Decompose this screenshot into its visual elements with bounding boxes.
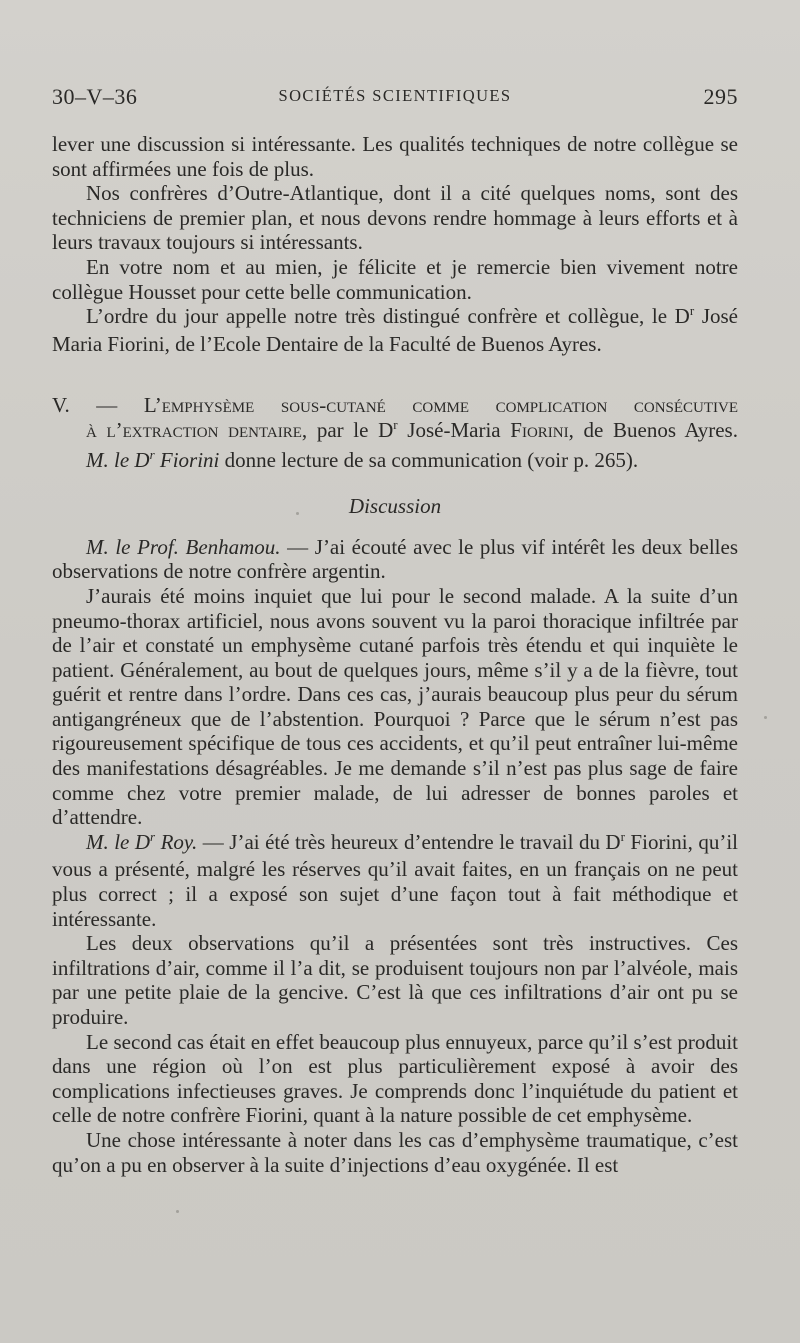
superscript: r	[620, 828, 625, 844]
roy-paragraph-2: Les deux observations qu’il a présentées sont très instructives. Ces infiltrations d’air, comme il l’a dit, se produisent toujours non par l’alvéole, mais par une petite plaie de la gencive. C’est là que ces infiltrations d’air ont pu se produire.	[52, 931, 738, 1029]
page-body	[52, 132, 738, 1177]
section-number: V.	[52, 393, 70, 418]
superscript: r	[689, 303, 695, 319]
section-par-le: par le D	[307, 417, 394, 442]
section-heading-line-2	[52, 418, 738, 446]
roy-paragraph-4: Une chose intéressante à noter dans les cas d’emphysème traumatique, c’est qu’on a pu en observer à la suite d’injections d’eau oxygénée. Il est	[52, 1127, 738, 1177]
paragraph: lever une discussion si intéressante. Les qualités techniques de notre collègue se sont affirmées une fois de plus.	[52, 132, 738, 181]
superscript: r	[149, 446, 155, 462]
speaker-fiorini: M. le D	[86, 447, 150, 472]
section-title-line-1: L’emphysème sous-cutané comme complication consécutive	[143, 393, 739, 418]
section-dash: —	[96, 393, 118, 418]
header-date: 30–V–36	[52, 84, 138, 109]
paper-speck	[176, 1210, 179, 1213]
paragraph: Nos confrères d’Outre-Atlantique, dont il a cité quelques noms, sont des techniciens de premier plan, et nous devons rendre hommage à leurs efforts et à leurs travaux toujours si intéressants.	[52, 181, 738, 255]
paragraph-order-of-day	[52, 304, 738, 356]
section-author-last: Fiorini	[510, 417, 569, 442]
section-heading	[52, 393, 738, 445]
benhamou-paragraph-2: J’aurais été moins inquiet que lui pour le second malade. A la suite d’un pneumo-thorax artificiel, nous avons souvent vu la paroi thoracique infiltrée par de l’air et constaté un emphysème cutané parfois très étendu et qui inquiète le patient. Généralement, au bout de quelques jours, même s’il y a de la fièvre, tout guérit et rentre dans l’ordre. Dans ces cas, j’aurais beaucoup plus peur du sérum antigangréneux que de l’abstention. Pourquoi ? Parce que le sérum n’est pas rigoureusement spécifique de tous ces accidents, et qu’il peut entraîner lui-même des manifestations désagréables. Je me demande s’il n’est pas plus sage de faire comme chez votre premier malade, de lui adresser de bonnes paroles et d’attendre.	[52, 583, 738, 830]
section-heading-line-1	[52, 393, 738, 418]
roy-text-after: Fiorini, qu’il vous a présenté, malgré les réserves qu’il avait faites, en un français on ne peut plus correct ; il a exposé son sujet d’une façon tout à fait méthodique et intéressante.	[52, 829, 738, 931]
roy-paragraph	[52, 830, 738, 931]
section-place: , de Buenos Ayres.	[568, 417, 738, 442]
section-author-first: José-Maria	[397, 417, 511, 442]
benhamou-paragraph	[52, 535, 738, 584]
speaker-roy-name: Roy.	[155, 829, 198, 854]
speaker-roy: M. le D	[86, 829, 151, 854]
benhamou-text: J’ai écouté avec le plus vif intérêt les deux belles observations de notre confrère argentin.	[52, 534, 738, 584]
em-dash: —	[197, 829, 230, 854]
superscript: r	[150, 828, 156, 844]
order-text-before: L’ordre du jour appelle notre très distingué confrère et collègue, le D	[86, 304, 690, 329]
roy-paragraph-3: Le second cas était en effet beaucoup plus ennuyeux, parce qu’il s’est produit dans une région où l’on est plus particulièrement exposé à avoir des complications infectieuses graves. Je comprends donc l’inquiétude du patient et celle de notre confrère Fiorini, quant à la nature possible de cet emphysème.	[52, 1029, 738, 1128]
discussion-title: Discussion	[348, 494, 442, 519]
page-number: 295	[703, 84, 738, 109]
header-section-title: SOCIÉTÉS SCIENTIFIQUES	[278, 86, 512, 105]
reading-line	[52, 448, 738, 476]
running-header	[52, 84, 738, 114]
section-title-line-2: à l’extraction dentaire,	[86, 417, 308, 442]
paper-speck	[764, 716, 767, 719]
superscript: r	[393, 416, 398, 432]
speaker-benhamou: M. le Prof. Benhamou.	[86, 534, 281, 559]
speaker-fiorini-name: Fiorini	[154, 447, 220, 472]
em-dash: —	[280, 534, 315, 559]
paper-speck	[296, 512, 299, 515]
reading-text: donne lecture de sa communication (voir p. 265).	[219, 447, 639, 472]
roy-text-before: J’ai été très heureux d’entendre le travail du D	[229, 829, 621, 854]
order-text-after: José Maria Fiorini, de l’Ecole Dentaire de la Faculté de Buenos Ayres.	[52, 304, 738, 356]
paragraph: En votre nom et au mien, je félicite et je remercie bien vivement notre collègue Housset pour cette belle communication.	[52, 254, 738, 304]
